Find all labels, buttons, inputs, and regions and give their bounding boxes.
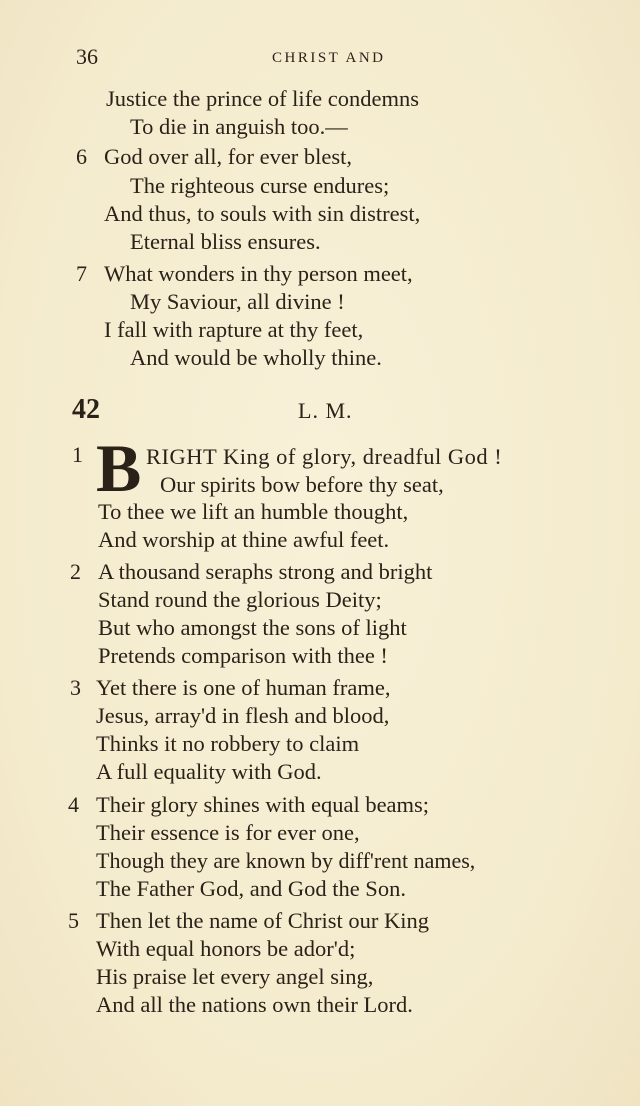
verse-line: Stand round the glorious Deity; (98, 587, 382, 612)
verse-line: Thinks it no robbery to claim (96, 731, 360, 756)
verse-line: Eternal bliss ensures. (130, 229, 321, 254)
verse-line: The Father God, and God the Son. (96, 876, 406, 901)
verse-number: 7 (76, 261, 87, 286)
drop-cap: B (96, 430, 142, 506)
verse-line: To thee we lift an humble thought, (98, 499, 409, 524)
hymn-number: 42 (72, 394, 100, 425)
verse-line: I fall with rapture at thy feet, (104, 317, 364, 342)
verse-line: And would be wholly thine. (130, 345, 382, 370)
verse-line: And worship at thine awful feet. (98, 527, 390, 552)
verse-line: And all the nations own their Lord. (96, 992, 413, 1017)
verse-line: Then let the name of Christ our King (96, 908, 430, 933)
verse-number: 1 (72, 442, 83, 467)
verse-line: God over all, for ever blest, (104, 144, 353, 169)
verse-line: But who amongst the sons of light (98, 615, 407, 640)
verse-line: Pretends comparison with thee ! (98, 643, 388, 668)
verse-line: His praise let every angel sing, (96, 964, 374, 989)
verse-line: RIGHT King of glory, dreadful God ! (146, 444, 503, 469)
verse-number: 5 (68, 908, 79, 933)
verse-line: What wonders in thy person meet, (104, 261, 413, 286)
running-head: CHRIST AND (272, 50, 386, 66)
verse-number: 2 (70, 559, 81, 584)
verse-line: Yet there is one of human frame, (96, 675, 391, 700)
verse-number: 3 (70, 675, 81, 700)
verse-line: Their essence is for ever one, (96, 820, 360, 845)
page-header (76, 44, 596, 74)
page-number: 36 (76, 44, 98, 69)
verse-line: Though they are known by diff'rent names, (96, 848, 476, 873)
verse-line: Our spirits bow before thy seat, (160, 472, 444, 497)
verse-number: 6 (76, 144, 87, 169)
verse-line: My Saviour, all divine ! (130, 289, 345, 314)
continued-line: Justice the prince of life condemns (106, 86, 420, 111)
verse-line: With equal honors be ador'd; (96, 936, 356, 961)
verse-line: Their glory shines with equal beams; (96, 792, 430, 817)
verse-number: 4 (68, 792, 79, 817)
verse-line: The righteous curse endures; (130, 173, 390, 198)
verse-line: A thousand seraphs strong and bright (98, 559, 433, 584)
verse-line: A full equality with God. (96, 759, 322, 784)
verse-line: Jesus, array'd in flesh and blood, (96, 703, 390, 728)
hymn-meter: L. M. (298, 398, 353, 423)
verse-line: And thus, to souls with sin distrest, (104, 201, 421, 226)
continued-line: To die in anguish too.— (130, 114, 348, 139)
